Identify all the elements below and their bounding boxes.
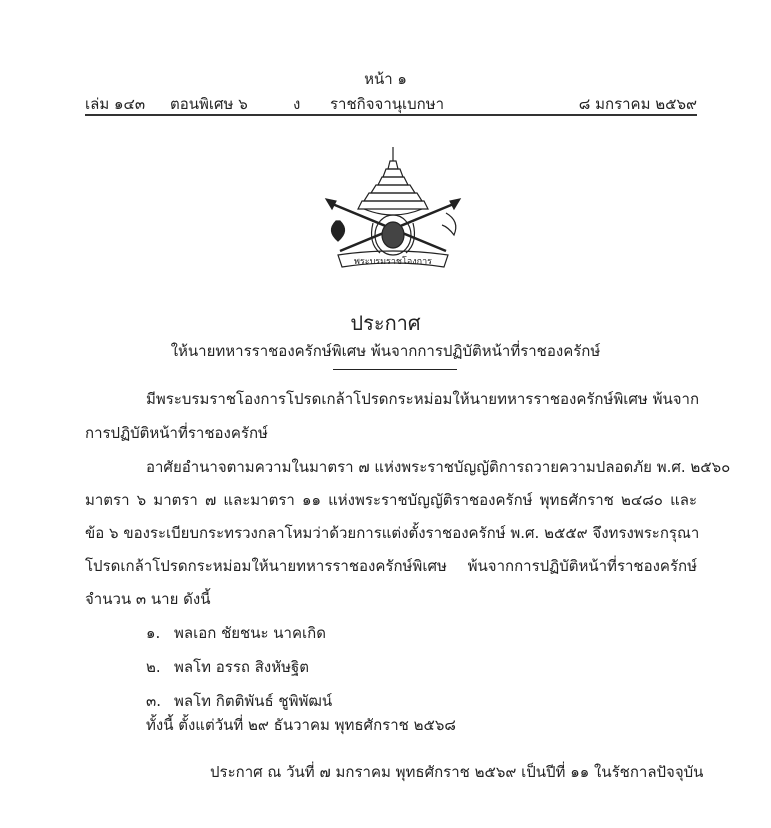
publication-date: ๘ มกราคม ๒๕๖๙	[578, 95, 697, 113]
officer-list-item	[146, 656, 309, 678]
svg-text:พระบรมราชโองการ: พระบรมราชโองการ	[353, 257, 433, 267]
page-number: หน้า ๑	[364, 70, 407, 88]
signoff-line: ประกาศ ณ วันที่ ๗ มกราคม พุทธศักราช ๒๕๖๙ เป็นปีที่ ๑๑ ในรัชกาลปัจจุบัน	[210, 763, 704, 781]
royal-emblem-icon	[318, 143, 468, 278]
volume-label: เล่ม ๑๔๓	[85, 95, 146, 113]
officer-list-item	[146, 690, 332, 712]
paragraph2-line1: อาศัยอำนาจตามความในมาตรา ๗ แห่งพระราชบัญญัติการถวายความปลอดภัย พ.ศ. ๒๕๖๐	[146, 458, 731, 476]
officer-name: พลเอก ชัยชนะ นาคเกิด	[174, 624, 326, 642]
effective-date: ทั้งนี้ ตั้งแต่วันที่ ๒๙ ธันวาคม พุทธศักราช ๒๕๖๘	[146, 716, 456, 734]
officer-number: ๓.	[146, 692, 162, 710]
officer-list-item	[146, 622, 326, 644]
paragraph2-line3: ข้อ ๖ ของระเบียบกระทรวงกลาโหมว่าด้วยการแต่งตั้งราชองครักษ์ พ.ศ. ๒๕๕๙ จึงทรงพระกรุณา	[85, 524, 700, 542]
paragraph2-line4: โปรดเกล้าโปรดกระหม่อมให้นายทหารราชองครักษ์พิเศษ พ้นจากการปฏิบัติหน้าที่ราชองครักษ์	[85, 557, 697, 575]
publication-name: ราชกิจจานุเบกษา	[330, 95, 445, 113]
paragraph1-line1: มีพระบรมราชโองการโปรดเกล้าโปรดกระหม่อมให้นายทหารราชองครักษ์พิเศษ พ้นจาก	[146, 390, 700, 408]
paragraph2-line5: จำนวน ๓ นาย ดังนี้	[85, 590, 211, 608]
paragraph2-line2: มาตรา ๖ มาตรา ๗ และมาตรา ๑๑ แห่งพระราชบัญญัติราชองครักษ์ พุทธศักราช ๒๔๘๐ และ	[85, 491, 697, 509]
officer-number: ๑.	[146, 624, 161, 642]
announcement-title: ประกาศ	[350, 311, 421, 335]
part-label: ง	[293, 95, 301, 113]
officer-name: พลโท กิตติพันธ์ ชูพิพัฒน์	[174, 692, 333, 710]
gazette-header	[85, 92, 697, 116]
title-divider	[333, 369, 457, 370]
paragraph1-line2: การปฏิบัติหน้าที่ราชองครักษ์	[85, 424, 268, 442]
announcement-subtitle: ให้นายทหารราชองครักษ์พิเศษ พ้นจากการปฏิบัติหน้าที่ราชองครักษ์	[170, 342, 601, 360]
officer-name: พลโท อรรถ สิงหัษฐิต	[174, 658, 310, 676]
section-label: ตอนพิเศษ ๖	[170, 95, 248, 113]
officer-number: ๒.	[146, 658, 161, 676]
